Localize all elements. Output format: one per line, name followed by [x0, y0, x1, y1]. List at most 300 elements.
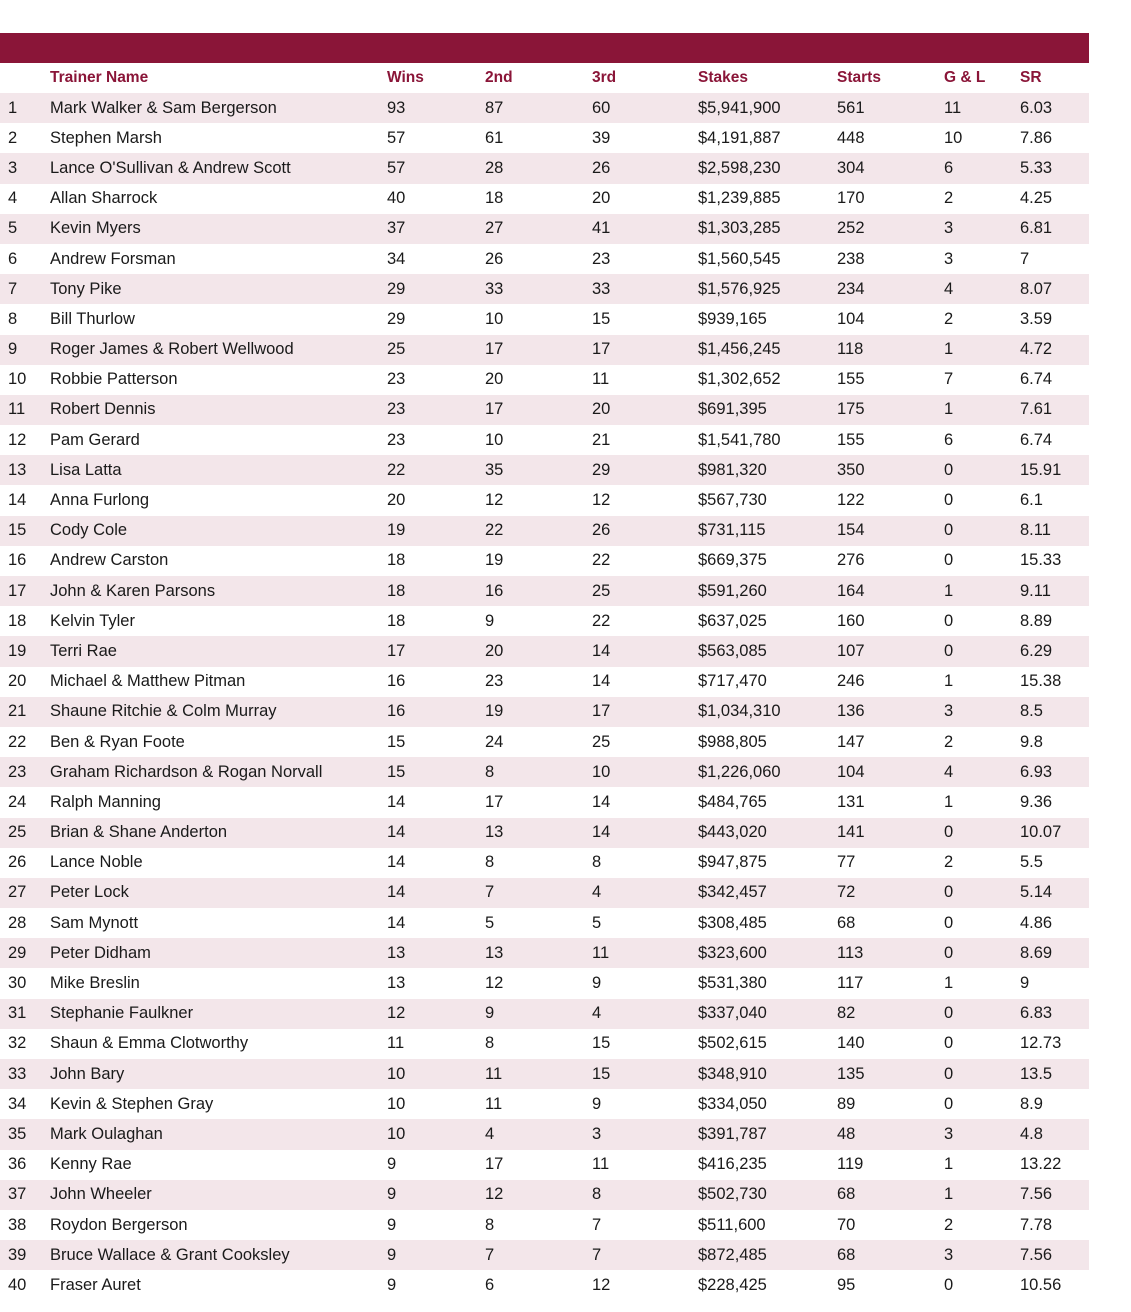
cell-group-listed: 1 — [944, 1155, 954, 1174]
header-group-listed: G & L — [944, 69, 986, 86]
cell-rank: 38 — [8, 1215, 27, 1234]
cell-second: 19 — [485, 702, 504, 721]
cell-strike-rate: 9.8 — [1020, 732, 1043, 751]
cell-rank: 7 — [8, 279, 18, 298]
cell-wins: 25 — [387, 340, 406, 359]
cell-starts: 234 — [837, 279, 865, 298]
cell-third: 39 — [592, 128, 611, 147]
table-row — [0, 425, 1089, 455]
cell-wins: 29 — [387, 309, 406, 328]
cell-second: 35 — [485, 460, 504, 479]
cell-rank: 17 — [8, 581, 27, 600]
cell-group-listed: 0 — [944, 1004, 954, 1023]
cell-rank: 18 — [8, 611, 27, 630]
cell-third: 15 — [592, 309, 611, 328]
cell-wins: 14 — [387, 913, 406, 932]
header-third: 3rd — [592, 69, 617, 86]
cell-trainer-name: Kelvin Tyler — [50, 611, 135, 630]
cell-strike-rate: 13.22 — [1020, 1155, 1062, 1174]
cell-rank: 36 — [8, 1155, 27, 1174]
cell-third: 41 — [592, 219, 611, 238]
cell-third: 22 — [592, 551, 611, 570]
cell-third: 20 — [592, 400, 611, 419]
cell-strike-rate: 6.81 — [1020, 219, 1053, 238]
cell-rank: 5 — [8, 219, 18, 238]
cell-wins: 20 — [387, 491, 406, 510]
cell-rank: 31 — [8, 1004, 27, 1023]
table-row — [0, 1240, 1089, 1270]
cell-group-listed: 0 — [944, 1275, 954, 1294]
cell-wins: 57 — [387, 158, 406, 177]
cell-stakes: $1,560,545 — [698, 249, 781, 268]
cell-group-listed: 4 — [944, 279, 954, 298]
cell-trainer-name: Shaune Ritchie & Colm Murray — [50, 702, 277, 721]
cell-strike-rate: 7.86 — [1020, 128, 1053, 147]
cell-strike-rate: 13.5 — [1020, 1064, 1053, 1083]
cell-rank: 1 — [8, 98, 18, 117]
cell-strike-rate: 7.78 — [1020, 1215, 1053, 1234]
cell-rank: 29 — [8, 943, 27, 962]
cell-rank: 40 — [8, 1275, 27, 1294]
cell-stakes: $531,380 — [698, 974, 767, 993]
table-row — [0, 214, 1089, 244]
cell-stakes: $691,395 — [698, 400, 767, 419]
cell-wins: 10 — [387, 1064, 406, 1083]
cell-third: 11 — [592, 370, 610, 389]
cell-rank: 25 — [8, 823, 27, 842]
cell-second: 4 — [485, 1124, 495, 1143]
cell-third: 12 — [592, 1275, 611, 1294]
table-row — [0, 546, 1089, 576]
cell-strike-rate: 4.72 — [1020, 340, 1053, 359]
cell-strike-rate: 8.9 — [1020, 1094, 1043, 1113]
cell-starts: 48 — [837, 1124, 856, 1143]
cell-strike-rate: 4.8 — [1020, 1124, 1043, 1143]
cell-second: 11 — [485, 1094, 503, 1113]
cell-strike-rate: 9.11 — [1020, 581, 1051, 600]
cell-wins: 23 — [387, 370, 406, 389]
cell-starts: 68 — [837, 1245, 856, 1264]
cell-starts: 104 — [837, 762, 865, 781]
cell-third: 14 — [592, 823, 611, 842]
cell-rank: 22 — [8, 732, 27, 751]
cell-starts: 147 — [837, 732, 865, 751]
cell-strike-rate: 7.56 — [1020, 1245, 1053, 1264]
cell-third: 14 — [592, 641, 611, 660]
cell-third: 17 — [592, 340, 611, 359]
cell-third: 3 — [592, 1124, 602, 1143]
cell-trainer-name: Terri Rae — [50, 641, 117, 660]
cell-trainer-name: Ben & Ryan Foote — [50, 732, 185, 751]
cell-wins: 23 — [387, 400, 406, 419]
cell-wins: 12 — [387, 1004, 406, 1023]
cell-rank: 11 — [8, 400, 26, 419]
cell-stakes: $5,941,900 — [698, 98, 781, 117]
cell-trainer-name: Kevin Myers — [50, 219, 141, 238]
cell-third: 12 — [592, 491, 611, 510]
table-row — [0, 455, 1089, 485]
cell-second: 8 — [485, 1215, 495, 1234]
cell-second: 17 — [485, 1155, 504, 1174]
cell-rank: 3 — [8, 158, 18, 177]
table-row — [0, 938, 1089, 968]
cell-third: 7 — [592, 1215, 602, 1234]
cell-second: 17 — [485, 400, 504, 419]
cell-second: 16 — [485, 581, 504, 600]
table-row — [0, 787, 1089, 817]
cell-group-listed: 6 — [944, 430, 954, 449]
cell-stakes: $416,235 — [698, 1155, 767, 1174]
cell-rank: 19 — [8, 641, 27, 660]
cell-rank: 16 — [8, 551, 27, 570]
cell-strike-rate: 4.86 — [1020, 913, 1053, 932]
cell-wins: 11 — [387, 1034, 405, 1053]
cell-third: 33 — [592, 279, 611, 298]
cell-group-listed: 3 — [944, 219, 954, 238]
cell-third: 10 — [592, 762, 611, 781]
cell-wins: 13 — [387, 943, 406, 962]
cell-group-listed: 4 — [944, 762, 954, 781]
cell-starts: 140 — [837, 1034, 865, 1053]
cell-strike-rate: 6.03 — [1020, 98, 1053, 117]
cell-second: 87 — [485, 98, 504, 117]
table-row — [0, 335, 1089, 365]
table-row — [0, 395, 1089, 425]
cell-stakes: $228,425 — [698, 1275, 767, 1294]
cell-wins: 9 — [387, 1185, 397, 1204]
table-row — [0, 1119, 1089, 1149]
cell-starts: 175 — [837, 400, 865, 419]
cell-trainer-name: Michael & Matthew Pitman — [50, 672, 246, 691]
cell-second: 9 — [485, 611, 495, 630]
table-row — [0, 818, 1089, 848]
cell-stakes: $872,485 — [698, 1245, 767, 1264]
cell-rank: 39 — [8, 1245, 27, 1264]
cell-group-listed: 3 — [944, 1245, 954, 1264]
cell-wins: 57 — [387, 128, 406, 147]
cell-starts: 304 — [837, 158, 865, 177]
cell-third: 8 — [592, 853, 602, 872]
table-row — [0, 727, 1089, 757]
cell-starts: 68 — [837, 1185, 856, 1204]
cell-trainer-name: Peter Didham — [50, 943, 151, 962]
cell-group-listed: 1 — [944, 1185, 954, 1204]
cell-wins: 15 — [387, 762, 406, 781]
cell-second: 10 — [485, 309, 504, 328]
cell-second: 7 — [485, 883, 495, 902]
cell-starts: 107 — [837, 641, 865, 660]
cell-rank: 26 — [8, 853, 27, 872]
cell-wins: 29 — [387, 279, 406, 298]
table-row — [0, 1180, 1089, 1210]
cell-second: 33 — [485, 279, 504, 298]
table-row — [0, 304, 1089, 334]
cell-rank: 9 — [8, 340, 18, 359]
cell-stakes: $342,457 — [698, 883, 767, 902]
cell-stakes: $1,302,652 — [698, 370, 781, 389]
cell-starts: 68 — [837, 913, 856, 932]
cell-wins: 10 — [387, 1094, 406, 1113]
cell-trainer-name: Andrew Carston — [50, 551, 169, 570]
cell-strike-rate: 6.74 — [1020, 430, 1053, 449]
cell-rank: 20 — [8, 672, 27, 691]
cell-stakes: $717,470 — [698, 672, 767, 691]
table-row — [0, 485, 1089, 515]
cell-strike-rate: 12.73 — [1020, 1034, 1062, 1053]
cell-stakes: $1,303,285 — [698, 219, 781, 238]
table-row — [0, 1150, 1089, 1180]
cell-trainer-name: Robbie Patterson — [50, 370, 178, 389]
cell-third: 15 — [592, 1064, 611, 1083]
cell-starts: 117 — [837, 974, 864, 993]
cell-strike-rate: 8.89 — [1020, 611, 1053, 630]
cell-rank: 23 — [8, 762, 27, 781]
cell-stakes: $563,085 — [698, 641, 767, 660]
cell-trainer-name: Peter Lock — [50, 883, 129, 902]
cell-group-listed: 1 — [944, 581, 954, 600]
cell-stakes: $1,239,885 — [698, 189, 781, 208]
header-trainer-name: Trainer Name — [50, 69, 149, 86]
cell-starts: 155 — [837, 370, 865, 389]
cell-group-listed: 11 — [944, 98, 962, 117]
cell-group-listed: 0 — [944, 1064, 954, 1083]
cell-third: 11 — [592, 1155, 610, 1174]
cell-second: 24 — [485, 732, 504, 751]
table-row — [0, 1029, 1089, 1059]
cell-third: 26 — [592, 521, 611, 540]
cell-stakes: $981,320 — [698, 460, 767, 479]
table-row — [0, 184, 1089, 214]
cell-second: 13 — [485, 943, 504, 962]
cell-starts: 238 — [837, 249, 865, 268]
cell-trainer-name: Stephen Marsh — [50, 128, 162, 147]
cell-group-listed: 1 — [944, 400, 954, 419]
cell-starts: 154 — [837, 521, 865, 540]
cell-trainer-name: Cody Cole — [50, 521, 128, 540]
cell-wins: 23 — [387, 430, 406, 449]
cell-strike-rate: 5.33 — [1020, 158, 1053, 177]
cell-group-listed: 3 — [944, 1124, 954, 1143]
cell-stakes: $2,598,230 — [698, 158, 781, 177]
cell-wins: 14 — [387, 792, 406, 811]
cell-third: 9 — [592, 974, 602, 993]
cell-stakes: $308,485 — [698, 913, 767, 932]
table-row — [0, 123, 1089, 153]
table-row — [0, 606, 1089, 636]
cell-stakes: $947,875 — [698, 853, 767, 872]
cell-stakes: $669,375 — [698, 551, 767, 570]
cell-second: 61 — [485, 128, 504, 147]
cell-starts: 160 — [837, 611, 865, 630]
cell-stakes: $502,730 — [698, 1185, 767, 1204]
cell-strike-rate: 4.25 — [1020, 189, 1053, 208]
table-row — [0, 93, 1089, 123]
cell-starts: 70 — [837, 1215, 856, 1234]
cell-strike-rate: 6.74 — [1020, 370, 1053, 389]
cell-strike-rate: 3.59 — [1020, 309, 1053, 328]
cell-trainer-name: Stephanie Faulkner — [50, 1004, 194, 1023]
cell-group-listed: 0 — [944, 1034, 954, 1053]
cell-third: 11 — [592, 943, 610, 962]
cell-group-listed: 10 — [944, 128, 963, 147]
cell-starts: 276 — [837, 551, 865, 570]
cell-strike-rate: 5.14 — [1020, 883, 1053, 902]
cell-strike-rate: 6.93 — [1020, 762, 1053, 781]
table-row — [0, 244, 1089, 274]
cell-third: 15 — [592, 1034, 611, 1053]
cell-starts: 118 — [837, 340, 864, 359]
cell-wins: 9 — [387, 1155, 397, 1174]
cell-rank: 21 — [8, 702, 27, 721]
table-row — [0, 153, 1089, 183]
cell-third: 8 — [592, 1185, 602, 1204]
cell-second: 26 — [485, 249, 504, 268]
cell-group-listed: 0 — [944, 913, 954, 932]
cell-strike-rate: 10.56 — [1020, 1275, 1062, 1294]
table-row — [0, 636, 1089, 666]
cell-wins: 18 — [387, 551, 406, 570]
cell-second: 5 — [485, 913, 495, 932]
cell-trainer-name: Mark Walker & Sam Bergerson — [50, 98, 277, 117]
cell-stakes: $484,765 — [698, 792, 767, 811]
cell-group-listed: 0 — [944, 521, 954, 540]
cell-trainer-name: John & Karen Parsons — [50, 581, 216, 600]
cell-strike-rate: 8.69 — [1020, 943, 1053, 962]
cell-rank: 8 — [8, 309, 18, 328]
cell-second: 20 — [485, 641, 504, 660]
cell-second: 22 — [485, 521, 504, 540]
cell-rank: 12 — [8, 430, 27, 449]
cell-second: 7 — [485, 1245, 495, 1264]
cell-stakes: $511,600 — [698, 1215, 766, 1234]
cell-third: 4 — [592, 1004, 602, 1023]
table-row — [0, 1270, 1089, 1300]
cell-wins: 14 — [387, 823, 406, 842]
cell-trainer-name: Kenny Rae — [50, 1155, 132, 1174]
cell-starts: 113 — [837, 943, 864, 962]
cell-stakes: $1,226,060 — [698, 762, 781, 781]
cell-third: 9 — [592, 1094, 602, 1113]
cell-strike-rate: 7.56 — [1020, 1185, 1053, 1204]
cell-trainer-name: Graham Richardson & Rogan Norvall — [50, 762, 323, 781]
cell-second: 18 — [485, 189, 504, 208]
cell-stakes: $939,165 — [698, 309, 767, 328]
table-row — [0, 697, 1089, 727]
cell-third: 7 — [592, 1245, 602, 1264]
cell-starts: 72 — [837, 883, 856, 902]
cell-trainer-name: Tony Pike — [50, 279, 122, 298]
trainer-standings-table — [0, 63, 1089, 1301]
cell-stakes: $348,910 — [698, 1064, 767, 1083]
cell-starts: 119 — [837, 1155, 864, 1174]
cell-strike-rate: 15.38 — [1020, 672, 1062, 691]
cell-third: 23 — [592, 249, 611, 268]
cell-third: 4 — [592, 883, 602, 902]
cell-trainer-name: Lance O'Sullivan & Andrew Scott — [50, 158, 291, 177]
cell-second: 12 — [485, 491, 504, 510]
cell-wins: 34 — [387, 249, 406, 268]
cell-third: 29 — [592, 460, 611, 479]
cell-group-listed: 0 — [944, 551, 954, 570]
header-stakes: Stakes — [698, 69, 748, 86]
cell-group-listed: 3 — [944, 249, 954, 268]
cell-strike-rate: 7 — [1020, 249, 1030, 268]
cell-trainer-name: Allan Sharrock — [50, 189, 158, 208]
cell-stakes: $337,040 — [698, 1004, 767, 1023]
cell-group-listed: 2 — [944, 853, 954, 872]
cell-trainer-name: Mike Breslin — [50, 974, 140, 993]
table-row — [0, 1210, 1089, 1240]
cell-wins: 15 — [387, 732, 406, 751]
cell-stakes: $443,020 — [698, 823, 767, 842]
cell-starts: 89 — [837, 1094, 856, 1113]
cell-third: 22 — [592, 611, 611, 630]
header-second: 2nd — [485, 69, 513, 86]
cell-group-listed: 1 — [944, 672, 954, 691]
cell-group-listed: 0 — [944, 491, 954, 510]
cell-starts: 561 — [837, 98, 865, 117]
cell-group-listed: 0 — [944, 641, 954, 660]
cell-trainer-name: Fraser Auret — [50, 1275, 141, 1294]
cell-rank: 24 — [8, 792, 27, 811]
cell-rank: 33 — [8, 1064, 27, 1083]
cell-second: 20 — [485, 370, 504, 389]
table-row — [0, 878, 1089, 908]
cell-group-listed: 1 — [944, 974, 954, 993]
cell-trainer-name: Kevin & Stephen Gray — [50, 1094, 214, 1113]
header-starts: Starts — [837, 69, 881, 86]
cell-rank: 37 — [8, 1185, 27, 1204]
cell-trainer-name: Sam Mynott — [50, 913, 139, 932]
cell-group-listed: 0 — [944, 883, 954, 902]
cell-group-listed: 7 — [944, 370, 954, 389]
cell-third: 25 — [592, 581, 611, 600]
cell-stakes: $391,787 — [698, 1124, 767, 1143]
cell-trainer-name: Lisa Latta — [50, 460, 122, 479]
cell-group-listed: 1 — [944, 792, 954, 811]
cell-wins: 40 — [387, 189, 406, 208]
cell-group-listed: 0 — [944, 943, 954, 962]
cell-stakes: $591,260 — [698, 581, 767, 600]
cell-wins: 16 — [387, 702, 406, 721]
cell-strike-rate: 9 — [1020, 974, 1030, 993]
cell-second: 17 — [485, 340, 504, 359]
cell-trainer-name: John Bary — [50, 1064, 125, 1083]
table-row — [0, 1059, 1089, 1089]
header-strike-rate: SR — [1020, 69, 1042, 86]
cell-second: 28 — [485, 158, 504, 177]
cell-second: 8 — [485, 762, 495, 781]
cell-strike-rate: 7.61 — [1020, 400, 1053, 419]
cell-wins: 19 — [387, 521, 406, 540]
cell-third: 26 — [592, 158, 611, 177]
title-banner — [0, 33, 1089, 63]
cell-third: 14 — [592, 672, 611, 691]
cell-stakes: $567,730 — [698, 491, 767, 510]
cell-third: 14 — [592, 792, 611, 811]
cell-group-listed: 1 — [944, 340, 954, 359]
cell-wins: 18 — [387, 581, 406, 600]
cell-trainer-name: Shaun & Emma Clotworthy — [50, 1034, 249, 1053]
cell-trainer-name: Andrew Forsman — [50, 249, 176, 268]
cell-trainer-name: Bruce Wallace & Grant Cooksley — [50, 1245, 290, 1264]
cell-strike-rate: 9.36 — [1020, 792, 1053, 811]
cell-group-listed: 3 — [944, 702, 954, 721]
cell-strike-rate: 8.5 — [1020, 702, 1043, 721]
table-row — [0, 848, 1089, 878]
cell-trainer-name: Ralph Manning — [50, 792, 161, 811]
cell-starts: 77 — [837, 853, 856, 872]
